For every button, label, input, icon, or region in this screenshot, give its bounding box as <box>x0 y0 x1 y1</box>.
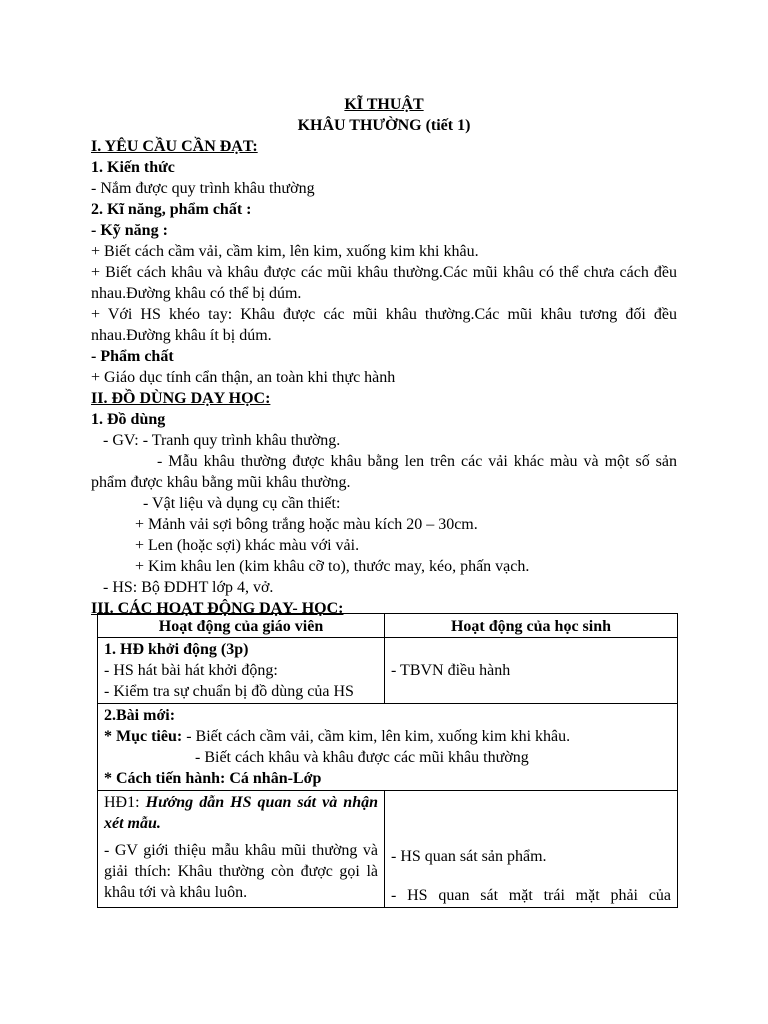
teacher-text: - Kiểm tra sự chuẩn bị đồ dùng của HS <box>104 683 354 700</box>
activity-title: Hướng dẫn HS quan sát và nhận xét mẫu. <box>104 794 378 832</box>
gv-item: - GV: - Tranh quy trình khâu thường. <box>103 432 341 449</box>
quality-item: + Giáo dục tính cẩn thận, an toàn khi thực hành <box>91 369 396 386</box>
gv-item: + Len (hoặc sợi) khác màu với vải. <box>135 537 360 554</box>
teacher-column-header: Hoạt động của giáo viên <box>98 614 385 638</box>
gv-item: - Mẫu khâu thường được khâu bằng len trên các vải khác màu và một số sản phẩm được khâu bằng mũi khâu thường. <box>91 453 677 491</box>
lesson-title: KHÂU THƯỜNG (tiết 1) <box>297 117 471 134</box>
activity-heading <box>104 792 378 834</box>
student-cell <box>385 791 678 908</box>
skill-item: + Biết cách cầm vải, cầm kim, lên kim, xuống kim khi khâu. <box>91 243 479 260</box>
teacher-cell <box>98 638 385 704</box>
skill-label: - Kỹ năng : <box>91 222 168 239</box>
table-header-row <box>98 614 678 638</box>
table-row <box>98 704 678 791</box>
student-text: - HS quan sát sản phẩm. <box>391 848 547 865</box>
goal-line <box>104 726 671 747</box>
knowledge-heading: 1. Kiến thức <box>91 159 175 176</box>
student-text: - TBVN điều hành <box>391 662 511 679</box>
skill-item: + Biết cách khâu và khâu được các mũi khâu thường.Các mũi khâu có thể chưa cách đều nhau.Đường khâu có thể bị dúm. <box>91 264 677 302</box>
tools-heading: 1. Đồ dùng <box>91 411 166 428</box>
goal-line: - Biết cách khâu và khâu được các mũi khâu thường <box>195 749 529 766</box>
student-text: - HS quan sát mặt trái mặt phải của <box>391 887 671 904</box>
section-1-heading: I. YÊU CẦU CẦN ĐẠT: <box>91 138 258 155</box>
gv-item: + Kim khâu len (kim khâu cỡ to), thước may, kéo, phấn vạch. <box>135 558 530 575</box>
skill-item: + Với HS khéo tay: Khâu được các mũi khâu thường.Các mũi khâu tương đối đều nhau.Đường khâu ít bị dúm. <box>91 306 677 344</box>
gv-item: - Vật liệu và dụng cụ cần thiết: <box>143 495 341 512</box>
knowledge-item: - Nắm được quy trình khâu thường <box>91 180 315 197</box>
method-line: * Cách tiến hành: Cá nhân-Lớp <box>104 770 322 787</box>
new-lesson-cell <box>98 704 678 791</box>
teacher-cell <box>98 791 385 908</box>
section-3-heading: III. CÁC HOẠT ĐỘNG DẠY- HỌC: <box>91 600 344 617</box>
warmup-title: 1. HĐ khởi động (3p) <box>104 641 249 658</box>
activities-table <box>97 613 678 908</box>
skills-heading: 2. Kĩ năng, phẩm chất : <box>91 201 252 218</box>
student-cell <box>385 638 678 704</box>
goal-text: - Biết cách cầm vải, cầm kim, lên kim, xuống kim khi khâu. <box>182 728 571 745</box>
teacher-text: - HS hát bài hát khởi động: <box>104 662 278 679</box>
table-row <box>98 791 678 908</box>
new-lesson-title: 2.Bài mới: <box>104 707 176 724</box>
section-2-heading: II. ĐỒ DÙNG DẠY HỌC: <box>91 390 271 407</box>
activity-label: HĐ1: <box>104 794 146 811</box>
student-column-header: Hoạt động của học sinh <box>385 614 678 638</box>
teacher-text: - GV giới thiệu mẫu khâu mũi thường và giải thích: Khâu thường còn được gọi là khâu tới và khâu luôn. <box>104 842 378 901</box>
hs-item: - HS: Bộ ĐDHT lớp 4, vở. <box>103 579 274 596</box>
subject-title: KĨ THUẬT <box>344 96 424 113</box>
document-body <box>91 94 677 619</box>
goal-label: * Mục tiêu: <box>104 728 183 745</box>
gv-item: + Mảnh vải sợi bông trắng hoặc màu kích 20 – 30cm. <box>135 516 478 533</box>
table-row <box>98 638 678 704</box>
quality-label: - Phẩm chất <box>91 348 174 365</box>
